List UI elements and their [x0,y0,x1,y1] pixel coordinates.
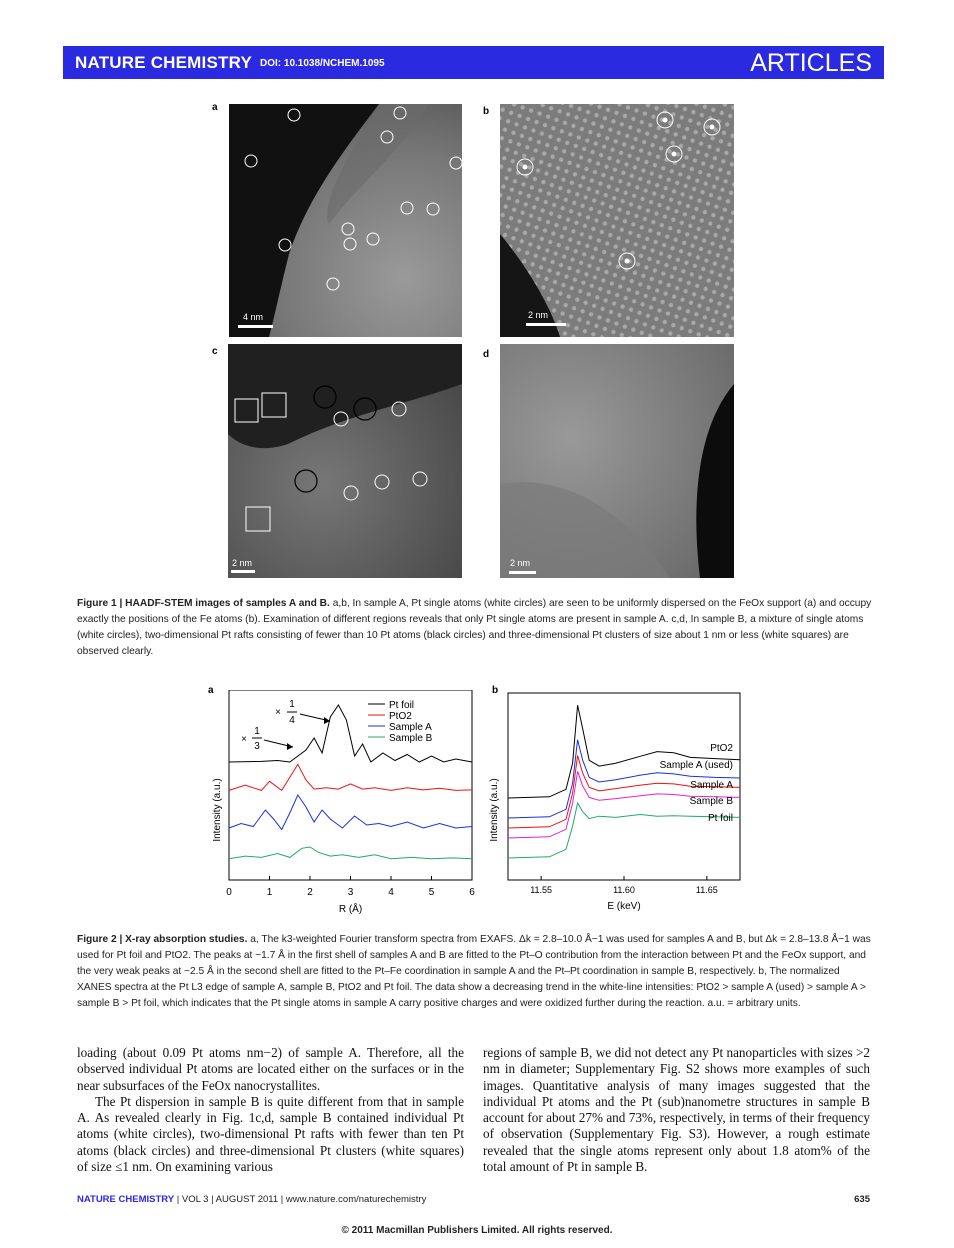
series-label: Pt foil [707,813,733,824]
series-label: Sample A (used) [659,760,733,771]
x-tick-label: 4 [388,887,394,898]
scale-label: 2 nm [528,310,549,320]
scale-label: 4 nm [243,312,264,322]
legend-label: Sample B [389,733,433,744]
x-axis-label: R (Å) [338,904,363,915]
x-tick-label: 6 [469,887,475,898]
micrograph-a-image [229,104,462,337]
micrograph-d-image [500,344,734,578]
x-tick-label: 11.55 [530,885,553,895]
figure2-caption-title: Figure 2 | X-ray absorption studies. [77,934,248,945]
fig1-micrograph-a [229,104,462,337]
series-line [229,705,472,762]
fig1-micrograph-b [500,104,734,337]
y-axis-label: Intensity (a.u.) [489,778,500,842]
exafs-chart [200,690,480,920]
xanes-chart [485,690,745,920]
fig1-micrograph-d [500,344,734,578]
series-line [229,764,472,790]
x-tick-label: 11.60 [613,885,635,895]
legend-label: Pt foil [389,700,415,711]
fig2-panel-a-label: a [208,685,214,696]
svg-text:1: 1 [254,726,260,737]
series-line [508,803,740,858]
x-tick-label: 1 [266,887,273,898]
x-tick-label: 0 [226,887,232,898]
series-label: Sample A [690,780,733,791]
fig1-panel-a-label: a [212,102,218,113]
doi: DOI: 10.1038/NCHEM.1095 [260,58,385,69]
legend [368,700,433,744]
footer-issue: | VOL 3 | AUGUST 2011 | www.nature.com/naturechemistry [174,1194,427,1205]
fig1-panel-c-label: c [212,346,218,357]
x-ticks [530,876,718,895]
journal-header [63,46,884,79]
body-column-right [483,1045,870,1175]
footer-journal: NATURE CHEMISTRY [77,1194,175,1205]
svg-text:1: 1 [289,699,295,710]
scale-label: 2 nm [510,558,531,568]
body-column-left [77,1045,464,1175]
annotation-quarter [275,699,330,726]
x-axis-label: E (keV) [607,901,641,912]
page-number: 635 [854,1194,870,1205]
x-tick-label: 11.65 [695,885,718,895]
scale-bar [231,570,255,573]
fig1-micrograph-c [228,344,462,578]
footer-info [77,1194,426,1205]
x-tick-label: 2 [307,887,313,898]
x-ticks [226,876,475,898]
paragraph: The Pt dispersion in sample B is quite different from that in sample A. As revealed clearly in Fig. 1c,d, sample B contained individual Pt atoms (white circles), two-dimensional Pt rafts with fewer than ten Pt atoms (black circles) and three-dimensional Pt clusters (white squares) of size ≤1 nm. On examining various [77,1093,464,1175]
legend-label: Sample A [389,722,432,733]
paragraph: loading (about 0.09 Pt atoms nm−2) of sample A. Therefore, all the observed individual Pt atoms are located either on the surfaces or in the near subsurfaces of the FeOx nanocrystallites. [77,1045,464,1093]
x-tick-label: 5 [428,887,435,898]
figure2-caption-text: a, The k3-weighted Fourier transform spectra from EXAFS. Δk = 2.8–10.0 Å−1 was used for samples A and B, but Δk = 2.8–13.8 Å−1 was used for Pt foil and PtO2. The peaks at ~1.7 Å in the first shell of samples A and B are fitted to the Pt–O contribution from the interaction between Pt and the FeOx support, and the very weak peaks at ~2.5 Å in the second shell are fitted to the Pt–Fe coordination in sample A and the Pt–Pt coordination in sample B, respectively. b, The normalized XANES spectra at the Pt L3 edge of sample A, sample B, PtO2 and Pt foil. The data show a decreasing trend in the white-line intensities: PtO2 > sample A (used) > sample A > sample B > Pt foil, which indicates that the Pt single atoms in sample A carry positive charges and were oxidized further during the reaction. a.u. = arbitrary units. [77,934,871,1009]
series-label: PtO2 [710,743,733,754]
fig1-panel-d-label: d [483,349,490,360]
section-title: ARTICLES [750,49,872,77]
figure1-caption-text: a,b, In sample A, Pt single atoms (white circles) are seen to be uniformly dispersed on the FeOx support (a) and occupy exactly the positions of the Fe atoms (b). Examination of different regions reveals that only Pt single atoms are present in sample A. c,d, In sample B, a mixture of single atoms (white circles), two-dimensional Pt rafts consisting of fewer than 10 Pt atoms (black circles) and three-dimensional Pt clusters of size about 1 nm or less (white squares) are observed clearly. [77,598,872,657]
x-tick-label: 3 [347,887,354,898]
series-line [229,795,472,830]
svg-text:×: × [275,707,281,718]
legend-label: PtO2 [389,711,412,722]
figure1-caption [77,596,873,660]
micrograph-b-image [500,104,734,337]
scale-bar [509,571,536,574]
svg-text:×: × [241,734,247,745]
series-line [229,847,472,859]
copyright: © 2011 Macmillan Publishers Limited. All rights reserved. [341,1225,613,1236]
annotation-third [241,726,293,752]
svg-text:4: 4 [289,715,295,726]
figure2-caption [77,932,873,1012]
y-axis-label: Intensity (a.u.) [212,778,223,842]
paragraph: regions of sample B, we did not detect any Pt nanoparticles with sizes >2 nm in diameter; Supplementary Fig. S2 shows more examples of such images. Quantitative analysis of many images suggested that the individual Pt atoms and the Pt (sub)nanometre structures in sample B account for about 27% and 73%, respectively, in terms of their frequency of observation (Supplementary Fig. S3). However, a rough estimate revealed that the single atoms represent only about 1.8 atom% of the total amount of Pt in sample B. [483,1045,870,1175]
series-lines [229,705,472,859]
plot-frame [229,690,472,880]
micrograph-c-image [228,344,462,578]
fig2-panel-b-label: b [492,685,499,696]
series-label: Sample B [689,796,733,807]
fig1-panel-b-label: b [483,106,490,117]
scale-bar [526,323,566,326]
journal-name: NATURE CHEMISTRY [75,53,252,72]
scale-bar [238,325,273,328]
scale-label: 2 nm [232,558,253,568]
figure1-caption-title: Figure 1 | HAADF-STEM images of samples A and B. [77,598,330,609]
svg-text:3: 3 [254,741,260,752]
